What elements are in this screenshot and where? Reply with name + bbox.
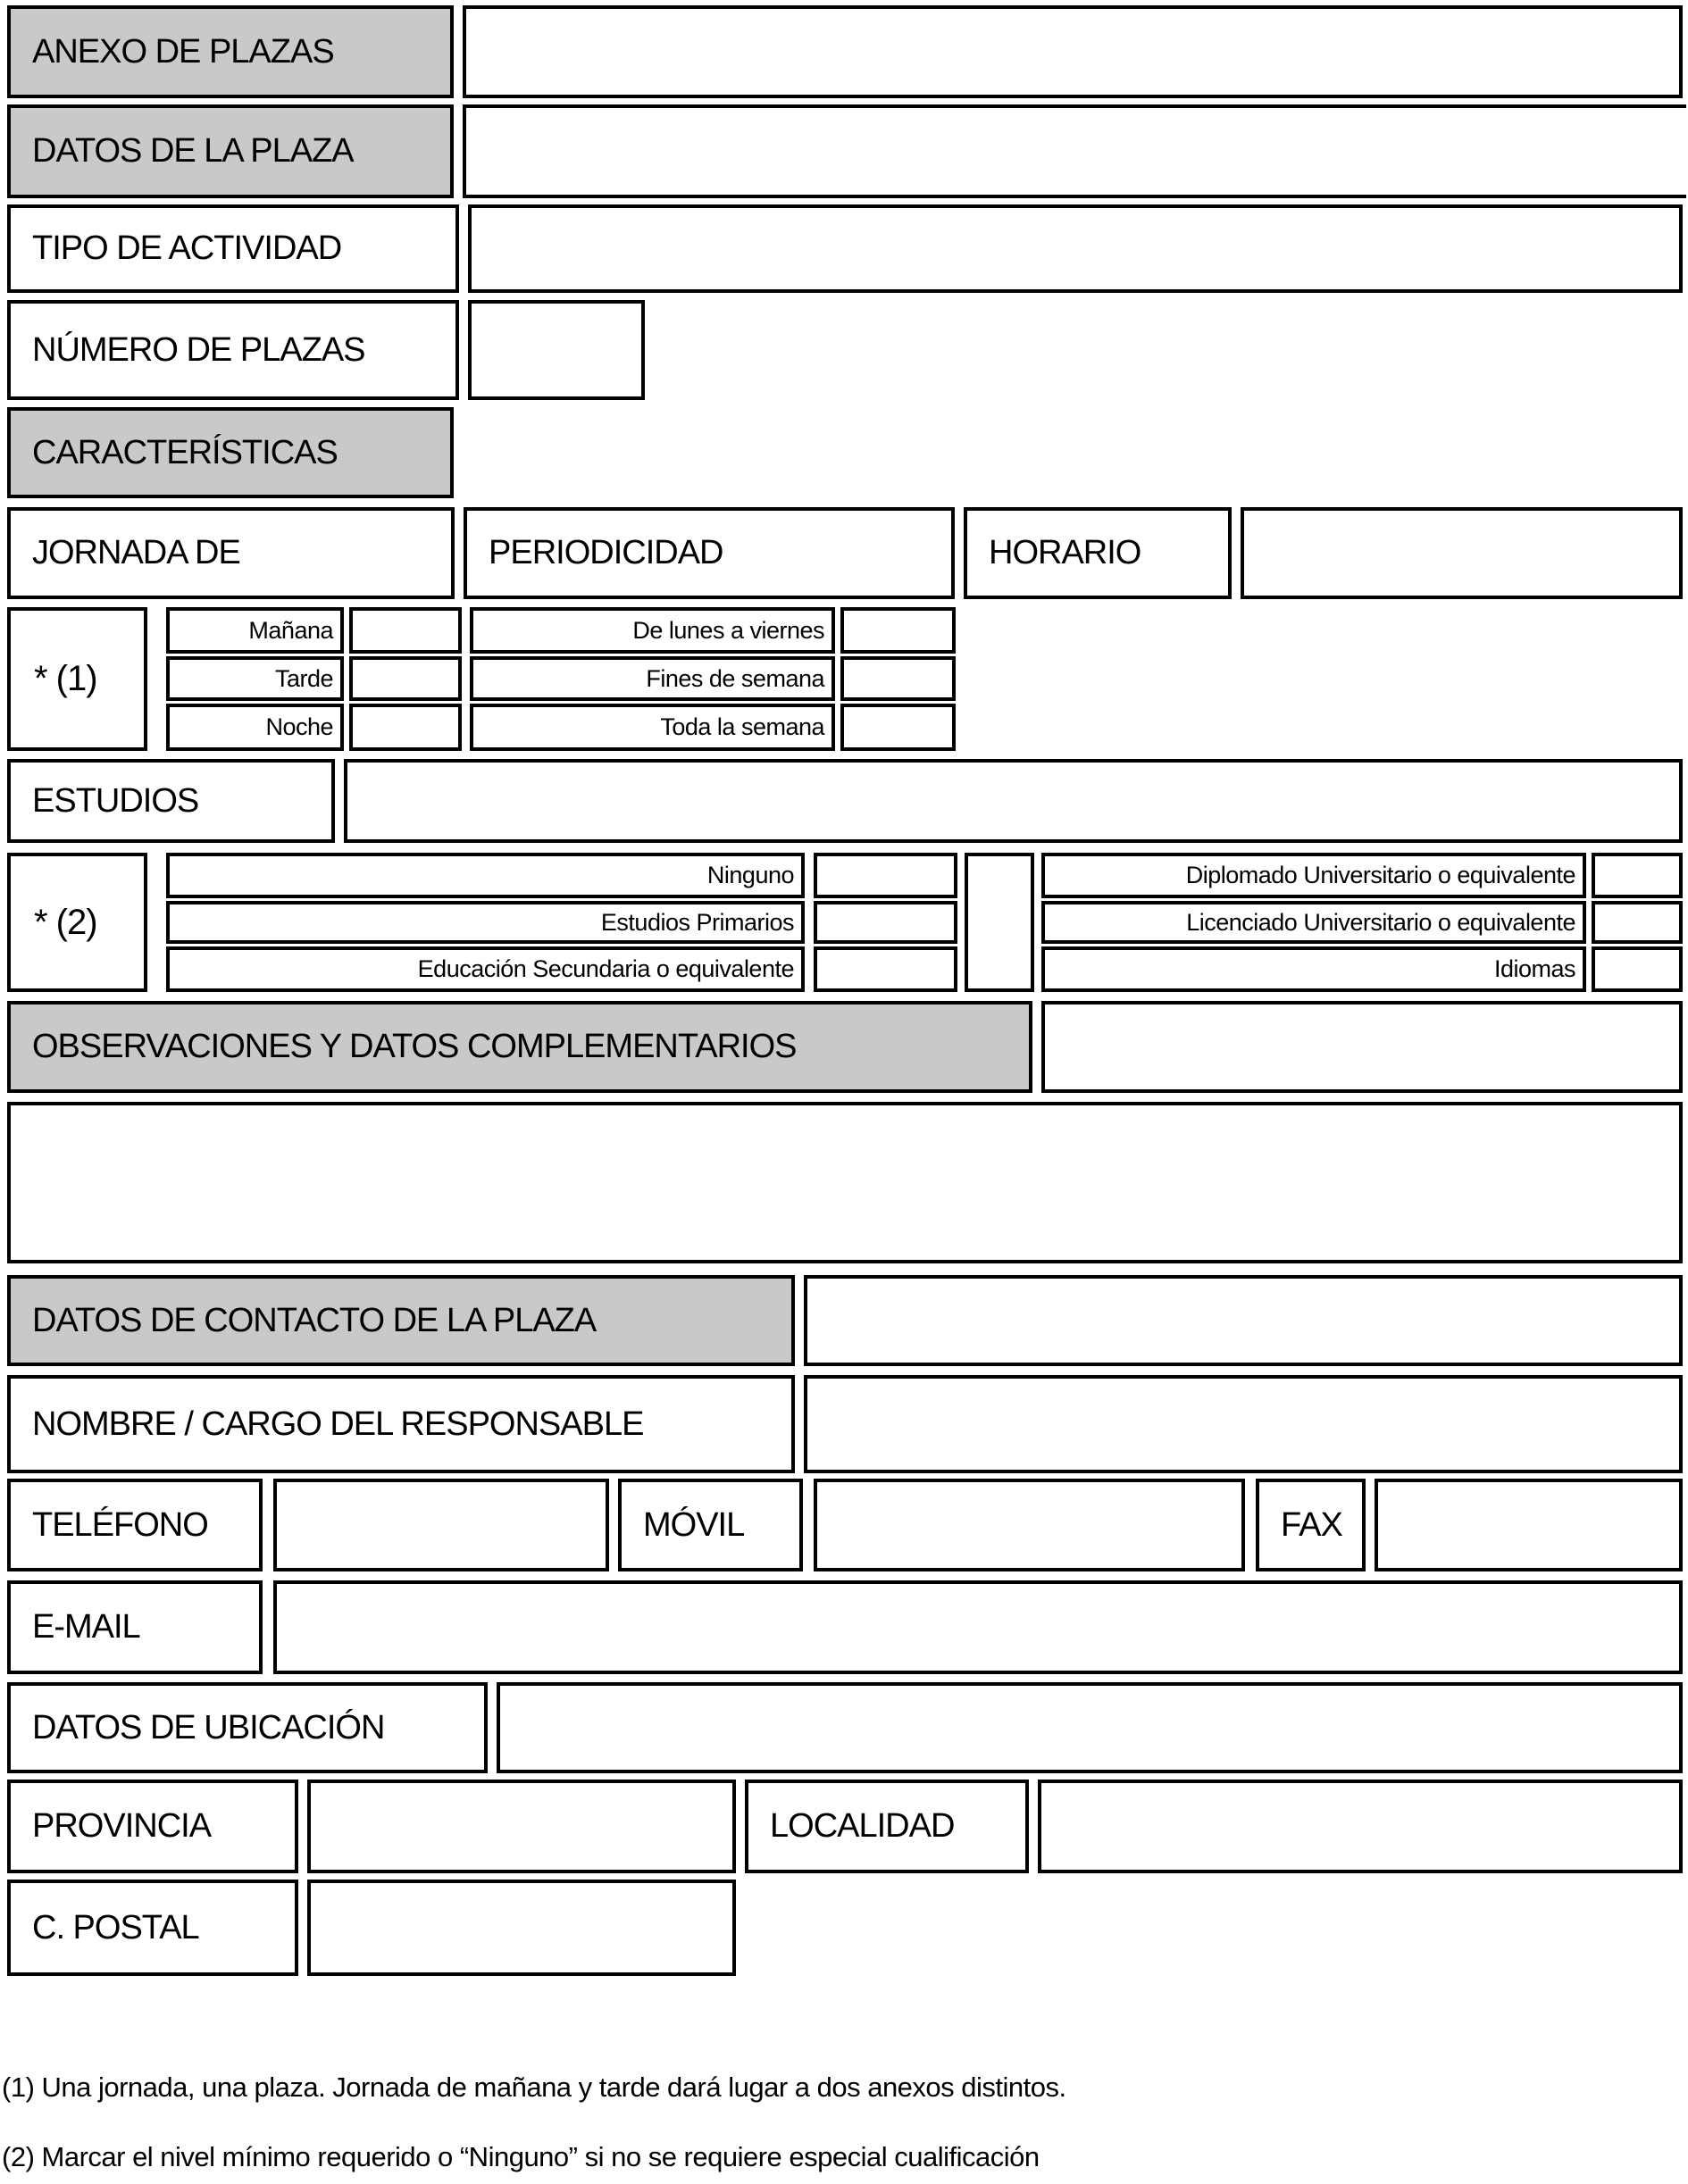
option-label-estudios-primarios: Estudios Primarios — [166, 901, 805, 944]
localidad-input-cell[interactable] — [1038, 1780, 1683, 1873]
section-header-anexo: ANEXO DE PLAZAS — [7, 5, 454, 98]
option-label-manana: Mañana — [166, 607, 344, 654]
tarde-checkbox-cell[interactable] — [349, 656, 462, 701]
provincia-input-cell[interactable] — [307, 1780, 736, 1873]
section-header-caracteristicas: CARACTERÍSTICAS — [7, 407, 454, 498]
diplomado-checkbox-cell[interactable] — [1592, 853, 1683, 898]
field-label-tipo-actividad: TIPO DE ACTIVIDAD — [7, 204, 459, 293]
manana-checkbox-cell[interactable] — [349, 607, 462, 654]
observaciones-side-cell[interactable] — [1041, 1001, 1683, 1093]
footnote-2: (2) Marcar el nivel mínimo requerido o “Ninguno” si no se requiere especial cualificación — [2, 2141, 1040, 2172]
section-header-observaciones: OBSERVACIONES Y DATOS COMPLEMENTARIOS — [7, 1001, 1032, 1093]
email-input-cell[interactable] — [273, 1580, 1683, 1674]
horario-input-cell[interactable] — [1241, 507, 1683, 599]
option-label-fines-de-semana: Fines de semana — [470, 656, 835, 701]
estudios-input-cell[interactable] — [344, 759, 1683, 843]
field-label-provincia: PROVINCIA — [7, 1780, 298, 1873]
option-label-idiomas: Idiomas — [1041, 946, 1586, 992]
telefono-input-cell[interactable] — [273, 1479, 609, 1571]
toda-la-semana-checkbox-cell[interactable] — [840, 704, 956, 751]
field-label-c-postal: C. POSTAL — [7, 1880, 298, 1976]
licenciado-checkbox-cell[interactable] — [1592, 901, 1683, 944]
option-label-educacion-secundaria: Educación Secundaria o equivalente — [166, 946, 805, 992]
movil-input-cell[interactable] — [814, 1479, 1245, 1571]
footnote-1: (1) Una jornada, una plaza. Jornada de mañana y tarde dará lugar a dos anexos distintos. — [2, 2071, 1066, 2103]
option-label-noche: Noche — [166, 704, 344, 751]
field-label-movil: MÓVIL — [618, 1479, 803, 1571]
field-label-estudios: ESTUDIOS — [7, 759, 335, 843]
datos-contacto-value-cell[interactable] — [804, 1275, 1683, 1366]
field-label-periodicidad: PERIODICIDAD — [464, 507, 955, 599]
de-lunes-a-viernes-checkbox-cell[interactable] — [840, 607, 956, 654]
option-label-de-lunes-a-viernes: De lunes a viernes — [470, 607, 835, 654]
field-label-email: E-MAIL — [7, 1580, 263, 1674]
fax-input-cell[interactable] — [1375, 1479, 1683, 1571]
option-label-licenciado: Licenciado Universitario o equivalente — [1041, 901, 1586, 944]
field-label-fax: FAX — [1256, 1479, 1366, 1571]
idiomas-checkbox-cell[interactable] — [1592, 946, 1683, 992]
section-header-datos-contacto: DATOS DE CONTACTO DE LA PLAZA — [7, 1275, 795, 1366]
c-postal-input-cell[interactable] — [307, 1880, 736, 1976]
option-label-tarde: Tarde — [166, 656, 344, 701]
field-label-datos-ubicacion: DATOS DE UBICACIÓN — [7, 1682, 488, 1773]
field-label-telefono: TELÉFONO — [7, 1479, 263, 1571]
option-label-ninguno: Ninguno — [166, 853, 805, 898]
ninguno-checkbox-cell[interactable] — [814, 853, 957, 898]
field-label-localidad: LOCALIDAD — [745, 1780, 1029, 1873]
field-label-horario: HORARIO — [964, 507, 1232, 599]
observaciones-textarea-cell[interactable] — [7, 1102, 1683, 1263]
estudios-primarios-checkbox-cell[interactable] — [814, 901, 957, 944]
noche-checkbox-cell[interactable] — [349, 704, 462, 751]
educacion-secundaria-checkbox-cell[interactable] — [814, 946, 957, 992]
option-label-diplomado: Diplomado Universitario o equivalente — [1041, 853, 1586, 898]
datos-ubicacion-value-cell[interactable] — [497, 1682, 1683, 1773]
anexo-value-cell[interactable] — [463, 5, 1683, 98]
fines-de-semana-checkbox-cell[interactable] — [840, 656, 956, 701]
option-label-toda-la-semana: Toda la semana — [470, 704, 835, 751]
estudios-footnote-marker: * (2) — [7, 853, 147, 992]
jornada-footnote-marker: * (1) — [7, 607, 147, 751]
datos-plaza-value-cell[interactable] — [463, 104, 1686, 198]
numero-plazas-input-cell[interactable] — [468, 300, 645, 400]
field-label-jornada-de: JORNADA DE — [7, 507, 455, 599]
estudios-spacer-cell — [965, 853, 1034, 992]
tipo-actividad-input-cell[interactable] — [468, 204, 1683, 293]
nombre-cargo-input-cell[interactable] — [804, 1375, 1683, 1473]
field-label-numero-plazas: NÚMERO DE PLAZAS — [7, 300, 459, 400]
field-label-nombre-cargo: NOMBRE / CARGO DEL RESPONSABLE — [7, 1375, 795, 1473]
section-header-datos-plaza: DATOS DE LA PLAZA — [7, 104, 454, 198]
